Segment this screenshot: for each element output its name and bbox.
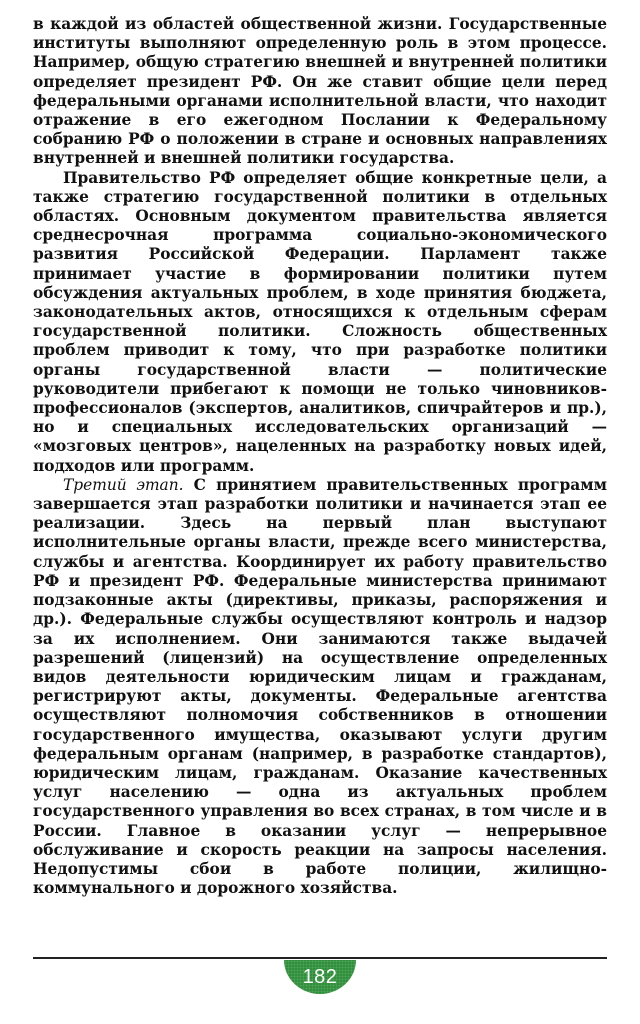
paragraph-2 [33,169,607,476]
paragraph-3-text: С принятием правительственных программ завершается этап разработки политики и начинается этап ее реализации. Здесь на первый план выступают исполнительные органы власти, прежде всего министерства, службы и агентства. Координирует их работу правительство РФ и президент РФ. Федеральные министерства принимают подзаконные акты (директивы, приказы, распоряжения и др.). Федеральные службы осуществляют контроль и надзор за их исполнением. Они занимаются также выдачей разрешений (лицензий) на осуществление определенных видов деятельности юридическим лицам и гражданам, регистрируют акты, документы. Федеральные агентства осуществляют полномочия собственников в отношении государственного имущества, оказывают услуги другим федеральным органам (например, в разработке стандартов), юридическим лицам, гражданам. Оказание качественных услуг населению — одна из актуальных проблем государственного управления во всех странах, в том числе и в России. Главное в оказании услуг — непрерывное обслуживание и скорость реакции на запросы населения. Недопустимы сбои в работе полиции, жилищно-коммунального и дорожного хозяйства. [33,475,608,898]
paragraph-3-lead-in: Третий этап. [63,475,184,494]
paragraph-3 [33,476,607,898]
page-body [33,15,607,898]
page-number-badge [284,960,356,994]
page-number: 182 [302,965,338,988]
paragraph-1-text: в каждой из областей общественной жизни. Государственные институты выполняют определенную роль в этом процессе. Например, общую стратегию внешней и внутренней политики определяет президент РФ. Он же ставит общие цели перед федеральными органами исполнительной власти, что находит отражение в его ежегодном Послании к Федеральному собранию РФ о положении в стране и основных направлениях внутренней и внешней политики государства. [33,15,607,168]
paragraph-1 [33,15,607,169]
paragraph-2-text: Правительство РФ определяет общие конкретные цели, а также стратегию государственной политики в отдельных областях. Основным документом правительства является среднесрочная программа социально-экономического развития Российской Федерации. Парламент также принимает участие в формировании политики путем обсуждения актуальных проблем, в ходе принятия бюджета, законодательных актов, относящихся к отдельным сферам государственной политики. Сложность общественных проблем приводит к тому, что при разработке политики органы государственной власти — политические руководители прибегают к помощи не только чиновников-профессионалов (экспертов, аналитиков, спичрайтеров и пр.), но и специальных исследовательских организаций — «мозговых центров», нацеленных на разработку новых идей, подходов или программ. [33,168,607,475]
footer-rule [33,957,607,959]
